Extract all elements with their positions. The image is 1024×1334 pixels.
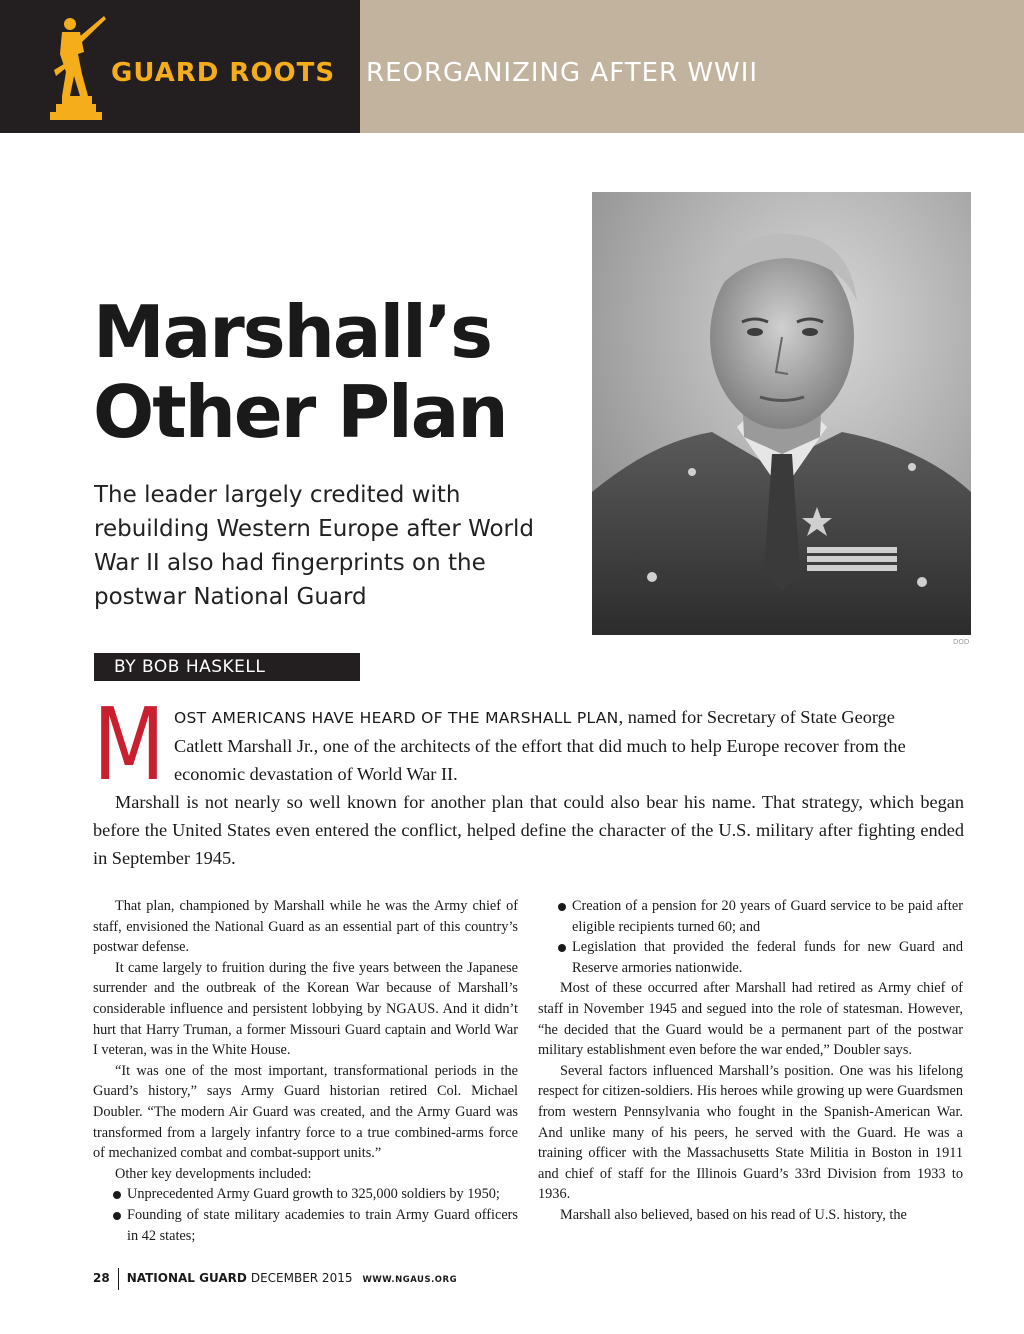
bullet-text: Founding of state military academies to train Army Guard officers in 42 states; bbox=[127, 1206, 518, 1244]
section-label: GUARD ROOTS bbox=[111, 58, 336, 88]
lead-line-1-rest: , named for Secretary of State George bbox=[618, 707, 895, 727]
bullet-text: Unprecedented Army Guard growth to 325,000 soldiers by 1950; bbox=[127, 1186, 500, 1203]
body-column-1 bbox=[93, 896, 518, 1246]
body-paragraph: Marshall also believed, based on his read of U.S. history, the bbox=[560, 1206, 907, 1223]
body-paragraph: “It was one of the most important, transformational periods in the Guard’s history,” says Army Guard historian retired Col. Michael Doubler. “The modern Air Guard was created, and the Army Guard was transformed from a largely infantry force to a true combined-arms force of mechanized combat and combat-support units.” bbox=[93, 1062, 518, 1162]
body-paragraph: That plan, championed by Marshall while he was the Army chief of staff, envisioned the National Guard as an essential part of this country’s postwar defense. bbox=[93, 898, 518, 956]
bullet-item bbox=[93, 1205, 518, 1246]
article-title bbox=[93, 292, 573, 452]
magazine-name: NATIONAL GUARD bbox=[126, 1271, 247, 1285]
article-lead bbox=[93, 703, 964, 872]
lead-smallcaps: OST AMERICANS HAVE HEARD OF THE MARSHALL PLAN bbox=[174, 709, 619, 727]
bullet-text: Legislation that provided the federal funds for new Guard and Reserve armories nationwide. bbox=[572, 939, 963, 976]
section-subtitle: REORGANIZING AFTER WWII bbox=[366, 58, 759, 88]
photo-credit: DOD bbox=[953, 638, 970, 646]
issue-date: DECEMBER 2015 bbox=[250, 1271, 353, 1285]
body-column-2 bbox=[538, 896, 963, 1226]
bullet-text: Creation of a pension for 20 years of Guard service to be paid after eligible recipients turned 60; and bbox=[572, 898, 963, 935]
lead-line-2: Catlett Marshall Jr., one of the architects of the effort that did much to help Europe recover from the bbox=[174, 736, 906, 756]
bullet-dot-icon bbox=[113, 1191, 121, 1199]
body-paragraph: It came largely to fruition during the five years between the Japanese surrender and the outbreak of the Korean War because of Marshall’s considerable influence and persistent lobbying by NGAUS. And it didn’t hurt that Harry Truman, a former Missouri Guard captain and World War I veteran, was in the White House. bbox=[93, 959, 518, 1059]
drop-cap-letter: M bbox=[93, 686, 165, 803]
page-number: 28 bbox=[93, 1271, 110, 1285]
lead-paragraph-2: Marshall is not nearly so well known for another plan that could also bear his name. That strategy, which began before the United States even entered the conflict, helped define the character of the U.S. military after fighting ended in September 1945. bbox=[93, 792, 964, 868]
bullet-item bbox=[538, 937, 963, 978]
bullet-dot-icon bbox=[113, 1212, 121, 1220]
title-line-2: Other Plan bbox=[93, 370, 507, 454]
article-deck: The leader largely credited with rebuilding Western Europe after World War II also had fingerprints on the postwar National Guard bbox=[94, 482, 534, 610]
lead-line-1 bbox=[93, 703, 964, 732]
website-link[interactable]: WWW.NGAUS.ORG bbox=[362, 1275, 458, 1285]
footer-divider bbox=[118, 1268, 119, 1290]
body-paragraph: Most of these occurred after Marshall had retired as Army chief of staff in November 1945 and segued into the role of statesman. However, “he decided that the Guard would be a permanent part of the postwar military establishment even before the war ended,” Doubler says. bbox=[538, 980, 963, 1059]
byline: BY BOB HASKELL bbox=[94, 653, 360, 681]
title-line-1: Marshall’s bbox=[93, 290, 492, 374]
bullet-dot-icon bbox=[558, 944, 566, 952]
bullet-dot-icon bbox=[558, 903, 566, 911]
bullet-item bbox=[538, 896, 963, 937]
bullet-item bbox=[93, 1184, 518, 1205]
body-paragraph: Several factors influenced Marshall’s position. One was his lifelong respect for citizen-soldiers. His heroes while growing up were Guardsmen from western Pennsylvania who fought in the Spanish-American War. And unlike many of his peers, he served with the Guard. He was a training officer with the Massachusetts State Militia in Boston in 1911 and chief of staff for the Illinois Guard’s 33rd Division from 1933 to 1936. bbox=[538, 1062, 963, 1203]
page-footer bbox=[93, 1267, 457, 1289]
lead-line-3: economic devastation of World War II. bbox=[174, 764, 458, 784]
body-paragraph: Other key developments included: bbox=[115, 1165, 312, 1182]
marshall-portrait-photo bbox=[592, 192, 971, 635]
minuteman-statue-icon bbox=[44, 12, 108, 126]
